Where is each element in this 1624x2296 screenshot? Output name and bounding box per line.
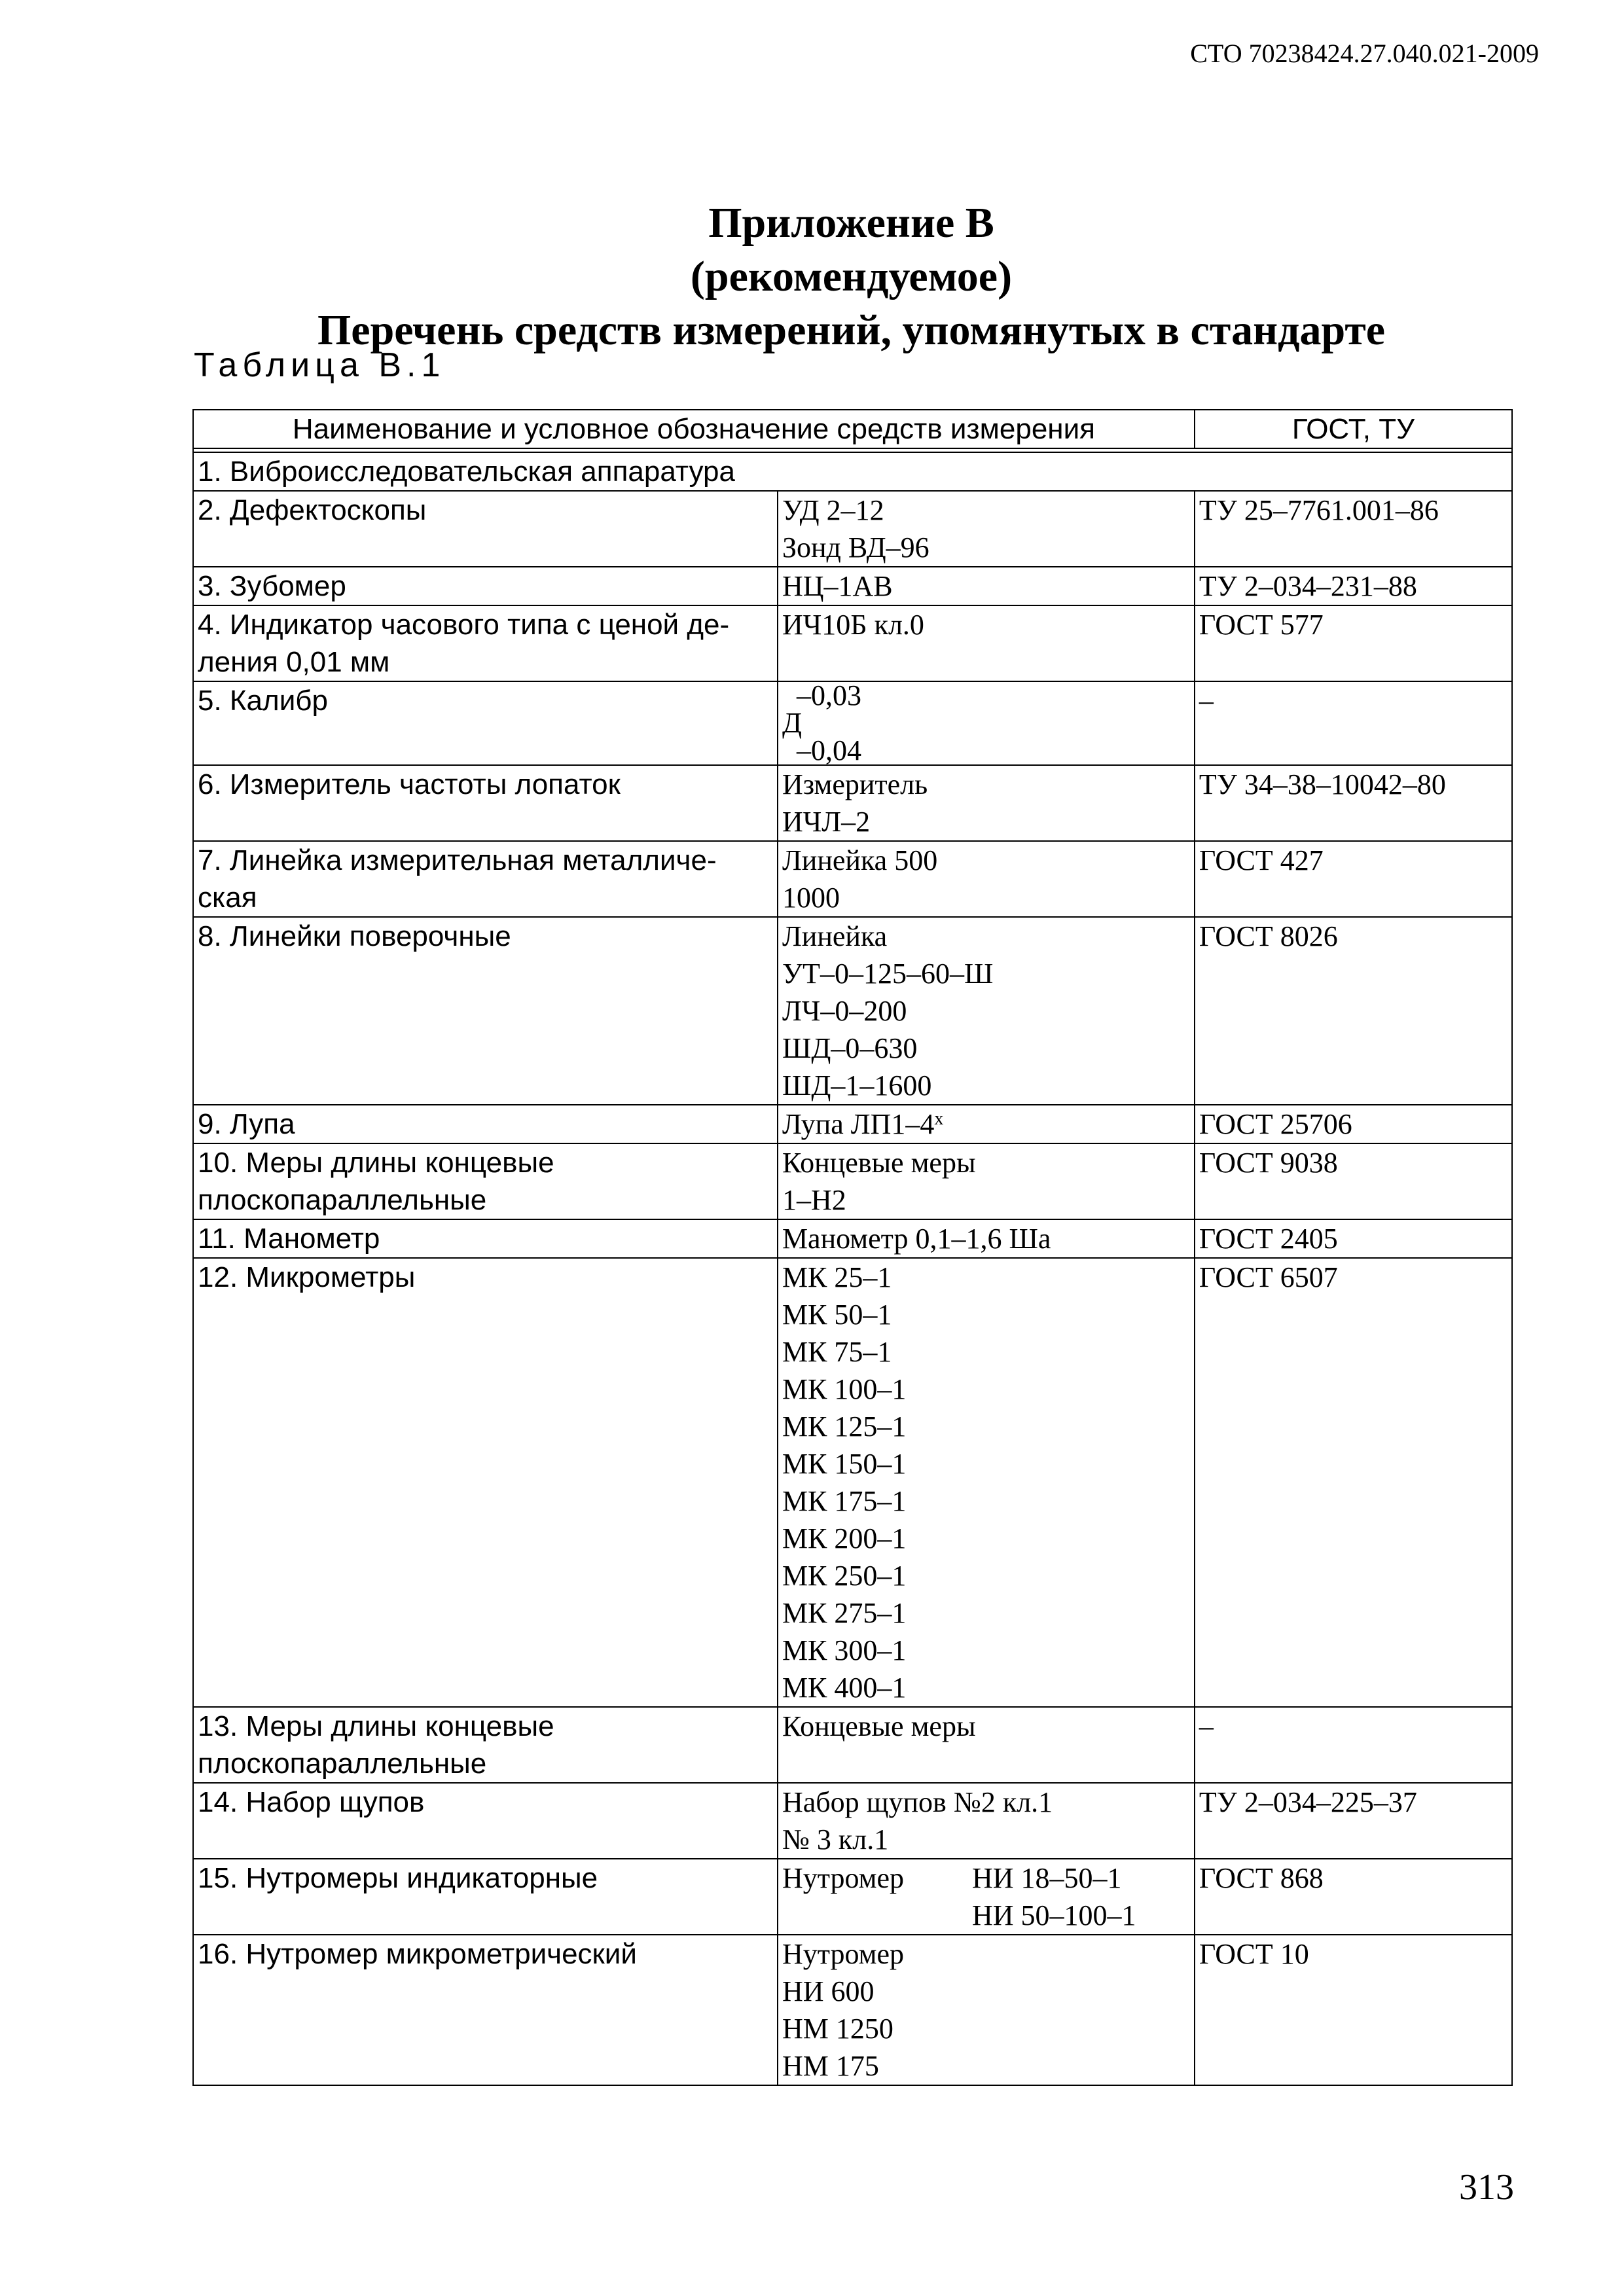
instrument-name-cell: [193, 765, 778, 841]
table-row: [193, 1707, 1512, 1783]
designation-line: Линейка: [782, 920, 888, 952]
instrument-name-line: 10. Меры длины концевые: [198, 1147, 554, 1179]
instrument-name-cell: [193, 567, 778, 605]
instrument-name-cell: [193, 1859, 778, 1935]
designation-cell: [778, 681, 1195, 765]
table-row: [193, 1219, 1512, 1258]
designation-line: МК 250–1: [782, 1560, 907, 1592]
designation-line: МК 275–1: [782, 1597, 907, 1629]
designation-line: УД 2–12: [782, 494, 884, 526]
instrument-name-cell: [193, 917, 778, 1105]
instrument-name-cell: [193, 1105, 778, 1143]
instrument-name-line: 14. Набор щупов: [198, 1786, 425, 1818]
designation-cell: [778, 1935, 1195, 2085]
designation-cell: [778, 1783, 1195, 1859]
designation-line: МК 100–1: [782, 1373, 907, 1405]
designation-line: МК 125–1: [782, 1410, 907, 1443]
table-row: [193, 765, 1512, 841]
instrument-name-cell: [193, 1258, 778, 1707]
designation-line: [782, 1897, 1190, 1934]
calibr-upper-tolerance: –0,03: [796, 679, 861, 711]
instrument-name-cell: [193, 491, 778, 567]
standard-cell: ГОСТ 868: [1195, 1859, 1512, 1935]
instrument-name-cell: [193, 1219, 778, 1258]
designation-line: Лупа ЛП1–4: [782, 1108, 935, 1140]
designation-line: ИЧ10Б кл.0: [782, 609, 924, 641]
instrument-name-line: 12. Микрометры: [198, 1261, 416, 1293]
designation-cell: [778, 765, 1195, 841]
designation-line: Манометр 0,1–1,6 Ша: [782, 1223, 1051, 1255]
standard-cell: ТУ 2–034–225–37: [1195, 1783, 1512, 1859]
table-label: Таблица В.1: [194, 346, 446, 384]
designation-line: МК 25–1: [782, 1261, 892, 1293]
instrument-name-line: 15. Нутромеры индикаторные: [198, 1862, 598, 1894]
instrument-name-cell: [193, 1143, 778, 1219]
designation-cell: [778, 1143, 1195, 1219]
document-code: СТО 70238424.27.040.021-2009: [1190, 39, 1539, 68]
table-header-row: [193, 410, 1512, 448]
instrument-name-line: плоскопараллельные: [198, 1748, 487, 1780]
standard-cell: ГОСТ 9038: [1195, 1143, 1512, 1219]
designation-line: НЦ–1АВ: [782, 570, 893, 602]
designation-cell: [778, 1707, 1195, 1783]
standard-cell: ГОСТ 8026: [1195, 917, 1512, 1105]
standard-cell: ГОСТ 6507: [1195, 1258, 1512, 1707]
designation-line: [782, 1859, 1190, 1897]
designation-cell: [778, 841, 1195, 917]
instrument-name-cell: [193, 841, 778, 917]
designation-line: МК 400–1: [782, 1672, 907, 1704]
table-row: [193, 917, 1512, 1105]
designation-line: МК 300–1: [782, 1634, 907, 1666]
row-1-cell: 1. Виброисследовательская аппаратура: [193, 452, 1512, 491]
table-row: [193, 1859, 1512, 1935]
designation-line: МК 50–1: [782, 1299, 892, 1331]
instruments-table: [192, 409, 1513, 2086]
instrument-name-line: 11. Манометр: [198, 1223, 380, 1255]
designation-line: МК 175–1: [782, 1485, 907, 1517]
table-row: [193, 1935, 1512, 2085]
designation-line: Нутромер: [782, 1938, 905, 1970]
designation-line: Измеритель: [782, 768, 928, 800]
table-row: [193, 1143, 1512, 1219]
table-row: [193, 841, 1512, 917]
table-row: [193, 1258, 1512, 1707]
designation-line: 1000: [782, 882, 840, 914]
designation-line: НМ 1250: [782, 2013, 893, 2045]
designation-line: № 3 кл.1: [782, 1823, 889, 1856]
designation-word: Нутромер: [782, 1862, 905, 1894]
table-row: [193, 452, 1512, 491]
designation-cell: [778, 1219, 1195, 1258]
instrument-name-line: 6. Измеритель частоты лопаток: [198, 768, 621, 800]
designation-line: Линейка 500: [782, 844, 938, 876]
standard-cell: –: [1195, 681, 1512, 765]
instrument-name-line: 2. Дефектоскопы: [198, 494, 427, 526]
standard-cell: ТУ 34–38–10042–80: [1195, 765, 1512, 841]
instrument-name-line: 4. Индикатор часового типа с ценой де-: [198, 609, 730, 641]
standard-cell: ГОСТ 2405: [1195, 1219, 1512, 1258]
standard-cell: ГОСТ 577: [1195, 605, 1512, 681]
instrument-name-cell: [193, 681, 778, 765]
designation-line: ИЧЛ–2: [782, 806, 871, 838]
instrument-name-line: 5. Калибр: [198, 685, 328, 717]
standard-cell: ГОСТ 25706: [1195, 1105, 1512, 1143]
table-row: [193, 567, 1512, 605]
designation-line: НИ 600: [782, 1975, 875, 2007]
instrument-name-line: ская: [198, 882, 257, 914]
designation-word: [782, 1897, 972, 1934]
designation-line: ШД–0–630: [782, 1032, 918, 1064]
appendix-title-line: Приложение В: [708, 199, 994, 247]
designation-line: Зонд ВД–96: [782, 531, 929, 564]
instrument-name-cell: [193, 605, 778, 681]
designation-line: МК 75–1: [782, 1336, 892, 1368]
instrument-name-line: 13. Меры длины концевые: [198, 1710, 554, 1742]
designation-line: УТ–0–125–60–Ш: [782, 958, 994, 990]
instrument-name-line: плоскопараллельные: [198, 1184, 487, 1216]
standard-cell: ТУ 2–034–231–88: [1195, 567, 1512, 605]
table-row: [193, 1105, 1512, 1143]
designation-line: 1–Н2: [782, 1184, 846, 1216]
designation-cell: [778, 567, 1195, 605]
designation-model: НИ 18–50–1: [971, 1862, 1122, 1894]
table-row: [193, 681, 1512, 765]
designation-line: МК 200–1: [782, 1522, 907, 1554]
standard-cell: –: [1195, 1707, 1512, 1783]
designation-line: Концевые меры: [782, 1147, 976, 1179]
designation-line: ШД–1–1600: [782, 1069, 932, 1102]
appendix-title: [0, 196, 1624, 357]
designation-line: ЛЧ–0–200: [782, 995, 907, 1027]
header-cell-standard: ГОСТ, ТУ: [1195, 410, 1512, 448]
instrument-name-line: ления 0,01 мм: [198, 646, 390, 678]
designation-line: МК 150–1: [782, 1448, 907, 1480]
appendix-heading-line: Перечень средств измерений, упомянутых в стандарте: [317, 306, 1386, 354]
instrument-name-cell: [193, 1707, 778, 1783]
calibr-lower-tolerance: –0,04: [796, 734, 861, 766]
standard-cell: ГОСТ 427: [1195, 841, 1512, 917]
instrument-name-cell: [193, 1783, 778, 1859]
standard-cell: ТУ 25–7761.001–86: [1195, 491, 1512, 567]
instrument-name-cell: [193, 1935, 778, 2085]
designation-cell: [778, 1859, 1195, 1935]
instrument-name-line: 7. Линейка измерительная металличе-: [198, 844, 717, 876]
instrument-name-line: 16. Нутромер микрометрический: [198, 1938, 637, 1970]
designation-model: НИ 50–100–1: [971, 1899, 1136, 1931]
designation-line: НМ 175: [782, 2050, 879, 2082]
designation-line: Набор щупов №2 кл.1: [782, 1786, 1053, 1818]
instrument-name-line: 3. Зубомер: [198, 570, 346, 602]
standard-cell: ГОСТ 10: [1195, 1935, 1512, 2085]
designation-cell: [778, 1105, 1195, 1143]
table-row: [193, 1783, 1512, 1859]
designation-cell: [778, 605, 1195, 681]
designation-cell: [778, 1258, 1195, 1707]
page-number: 313: [1459, 2167, 1514, 2208]
appendix-subtitle-line: (рекомендуемое): [690, 253, 1013, 300]
table-row: [193, 491, 1512, 567]
designation-cell: [778, 917, 1195, 1105]
instrument-name-line: 8. Линейки поверочные: [198, 920, 511, 952]
table-row: [193, 605, 1512, 681]
designation-line: Концевые меры: [782, 1710, 976, 1742]
calibr-letter: Д: [782, 707, 802, 739]
instrument-name-line: 9. Лупа: [198, 1108, 295, 1140]
designation-cell: [778, 491, 1195, 567]
header-cell-name: Наименование и условное обозначение средств измерения: [193, 410, 1195, 448]
designation-superscript: x: [934, 1109, 944, 1129]
